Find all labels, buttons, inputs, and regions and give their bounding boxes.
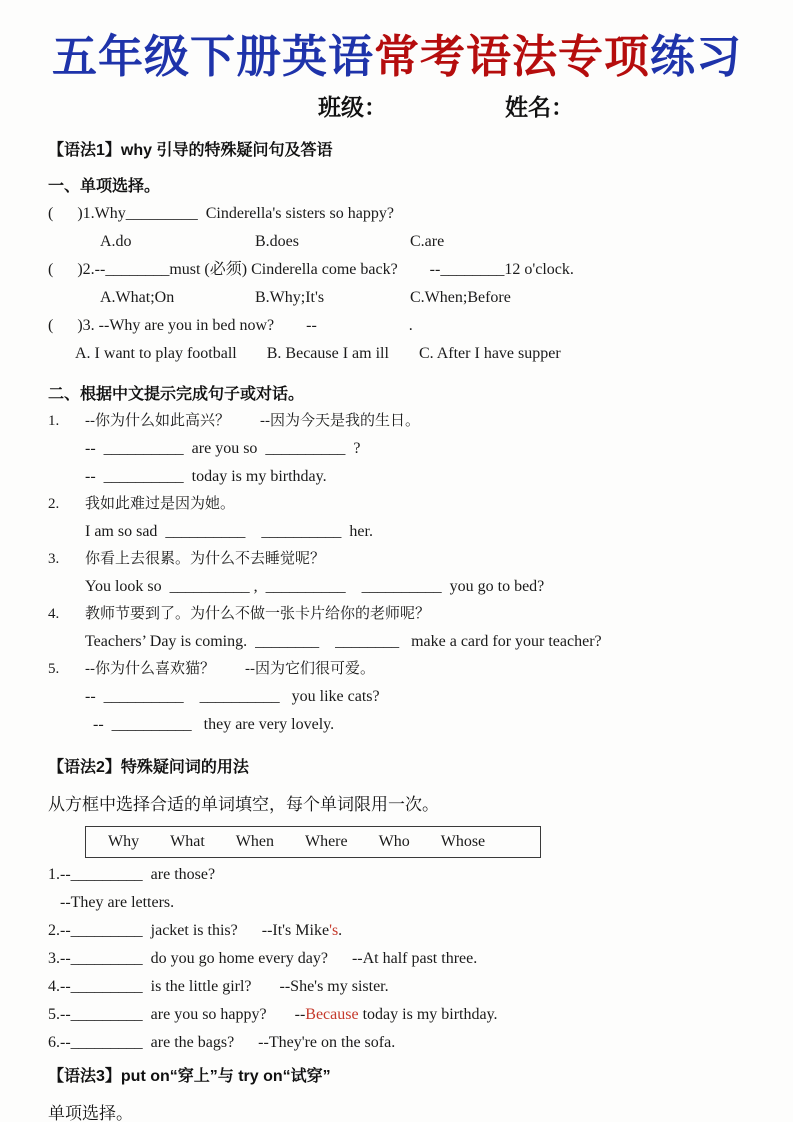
chinese-text: 教师节要到了。为什么不做一张卡片给你的老师呢？ — [85, 606, 431, 622]
title-segment-blue-2: 练习 — [650, 31, 743, 82]
grammar1-part2-title: 二、根据中文提示完成句子或对话。 — [48, 386, 305, 403]
page-title — [52, 20, 757, 85]
word-bank-box — [85, 826, 541, 858]
chinese-text: 我如此难过是因为她。 — [85, 496, 236, 512]
word-bank-word: What — [170, 833, 205, 850]
mc-question-2-stem: ( )2.--________must (必须) Cinderella come back? --________12 o'clock. — [48, 261, 574, 278]
item-number: 1. — [48, 413, 60, 429]
fill-in-line: I am so sad __________ __________ her. — [85, 523, 373, 540]
class-name-row — [318, 89, 757, 122]
word-bank-question-2 — [48, 917, 757, 945]
fill-in-item-2 — [48, 491, 757, 546]
word-bank-question-1 — [48, 861, 757, 889]
item-chinese-prompt — [48, 408, 757, 435]
question-text: 5.--_________ are you so happy? -- — [48, 1006, 306, 1023]
word-bank-word: Whose — [440, 833, 486, 850]
fill-in-item-3 — [48, 546, 757, 601]
fill-in-item-5 — [48, 656, 757, 739]
fill-in-item-4 — [48, 601, 757, 656]
name-label: 姓名： — [505, 94, 574, 120]
option-c: C. After I have supper — [418, 345, 561, 362]
grammar1-part1-title: 一、单项选择。 — [48, 178, 161, 195]
class-label: 班级： — [318, 94, 387, 120]
option-a: A.What;On — [100, 289, 175, 306]
word-bank-answer-1 — [48, 889, 757, 917]
item-number: 3. — [48, 551, 60, 567]
question-text: 4.--_________ is the little girl? --She's my sister. — [48, 978, 389, 995]
chinese-text: --你为什么如此高兴？ --因为今天是我的生日。 — [85, 413, 420, 429]
fill-in-line: -- __________ today is my birthday. — [85, 468, 327, 485]
option-a: A. I want to play football — [75, 345, 237, 362]
option-b: B.Why;It's — [255, 289, 325, 306]
word-bank-question-6 — [48, 1029, 757, 1057]
chinese-text: 你看上去很累。为什么不去睡觉呢？ — [85, 551, 326, 567]
word-bank-question-4 — [48, 973, 757, 1001]
grammar2-instruction: 从方框中选择合适的单词填空，每个单词限用一次。 — [48, 795, 439, 814]
grammar3-instruction: 单项选择。 — [48, 1104, 133, 1122]
item-number: 4. — [48, 606, 60, 622]
item-chinese-prompt — [48, 601, 757, 628]
chinese-text: --你为什么喜欢猫？ --因为它们很可爱。 — [85, 661, 375, 677]
grammar3-heading: 【语法3】put on“穿上”与 try on“试穿” — [48, 1068, 331, 1085]
item-number: 5. — [48, 661, 60, 677]
word-bank-word: Why — [108, 833, 140, 850]
option-b: B.does — [255, 233, 299, 250]
fill-in-line: -- __________ __________ you like cats? — [85, 688, 380, 705]
mc-question-3-options — [48, 340, 757, 368]
word-bank-word: Where — [304, 833, 348, 850]
question-text: 3.--_________ do you go home every day? --At half past three. — [48, 950, 478, 967]
option-c: C.are — [410, 233, 445, 250]
mc-question-1-options — [48, 228, 757, 256]
item-number: 2. — [48, 496, 60, 512]
grammar2-heading: 【语法2】特殊疑问词的用法 — [48, 759, 249, 776]
question-text: . — [338, 922, 343, 939]
word-bank-word: Who — [378, 833, 410, 850]
word-bank-word: When — [235, 833, 274, 850]
title-segment-blue-1: 五年级下册英语 — [52, 31, 375, 82]
mc-question-3-stem: ( )3. --Why are you in bed now? -- . — [48, 317, 413, 334]
question-text: --They are letters. — [48, 894, 175, 911]
word-bank-question-3 — [48, 945, 757, 973]
fill-in-line: -- __________ they are very lovely. — [85, 716, 335, 733]
item-chinese-prompt — [48, 491, 757, 518]
fill-in-line: You look so __________ , __________ __________ you go to bed? — [85, 578, 545, 595]
question-text: today is my birthday. — [358, 1006, 498, 1023]
option-b: B. Because I am ill — [266, 345, 389, 362]
fill-in-item-1 — [48, 408, 757, 491]
question-text: 6.--_________ are the bags? --They're on the sofa. — [48, 1034, 396, 1051]
option-a: A.do — [100, 233, 132, 250]
answer-red-text: Because — [305, 1006, 359, 1023]
fill-in-line: Teachers’ Day is coming. ________ ________ make a card for your teacher? — [85, 633, 602, 650]
question-text: 2.--_________ jacket is this? --It's Mike — [48, 922, 330, 939]
fill-in-line: -- __________ are you so __________ ? — [85, 440, 361, 457]
word-bank-question-5 — [48, 1001, 757, 1029]
title-segment-red: 常考语法专项 — [374, 31, 651, 82]
mc-question-2-options — [48, 284, 757, 312]
answer-red-text: 's — [329, 922, 339, 939]
grammar1-heading: 【语法1】why 引导的特殊疑问句及答语 — [48, 142, 333, 159]
question-text: 1.--_________ are those? — [48, 866, 216, 883]
option-c: C.When;Before — [410, 289, 511, 306]
item-chinese-prompt — [48, 546, 757, 573]
item-chinese-prompt — [48, 656, 757, 683]
mc-question-1-stem: ( )1.Why_________ Cinderella's sisters so happy? — [48, 205, 394, 222]
